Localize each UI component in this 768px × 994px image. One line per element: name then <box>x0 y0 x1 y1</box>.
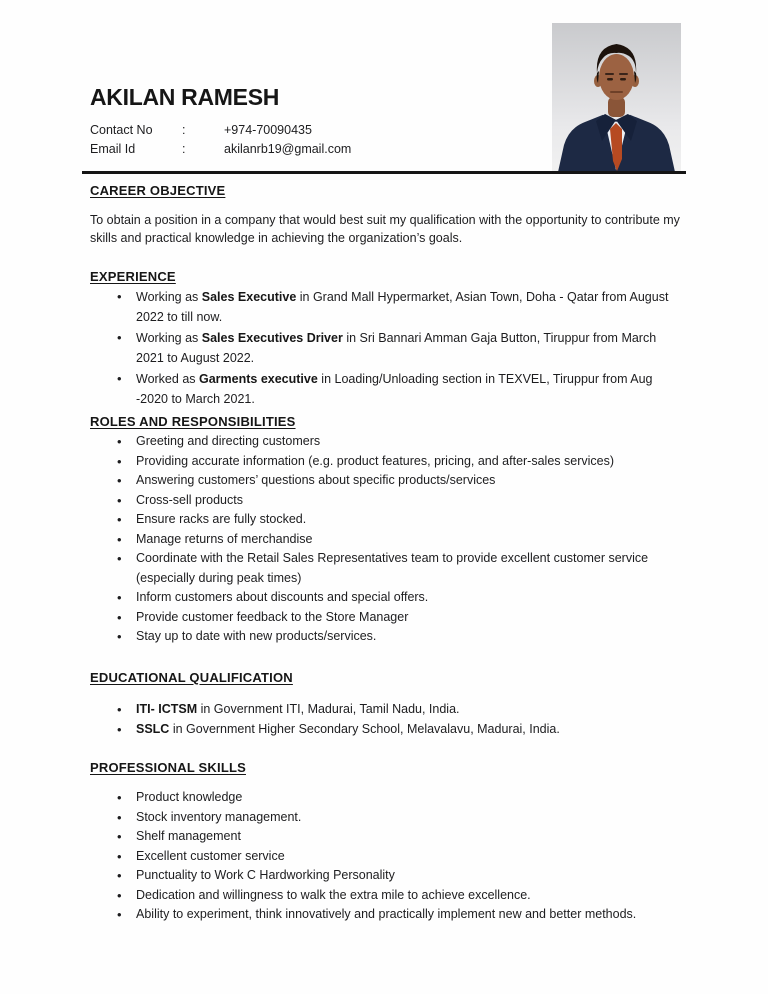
experience-item-pre: Working as <box>136 290 202 304</box>
contact-email-separator: : <box>182 142 186 156</box>
role-item: • Ensure racks are fully stocked. <box>117 510 682 530</box>
education-item <box>117 700 682 720</box>
skill-item: • Shelf management <box>117 827 682 847</box>
role-item: • Stay up to date with new products/services. <box>117 627 682 647</box>
role-item: • Inform customers about discounts and special offers. <box>117 588 682 608</box>
skill-item: • Product knowledge <box>117 788 682 808</box>
experience-item-pre: Worked as <box>136 372 199 386</box>
experience-item-role: Garments executive <box>199 372 318 386</box>
experience-item-detail: in Loading/Unloading section in TEXVEL, Tiruppur from Aug -2020 to March 2021. <box>136 372 653 406</box>
skill-item: • Excellent customer service <box>117 847 682 867</box>
education-item-degree: ITI- ICTSM <box>136 701 198 716</box>
candidate-name: AKILAN RAMESH <box>90 84 280 110</box>
education-item-degree: SSLC <box>136 721 170 736</box>
experience-item-detail: in Grand Mall Hypermarket, Asian Town, Doha - Qatar from August 2022 to till now. <box>136 290 669 324</box>
section-title-career-objective: CAREER OBJECTIVE <box>90 183 226 198</box>
role-item: • Greeting and directing customers <box>117 432 682 452</box>
experience-item-role: Sales Executive <box>201 290 297 304</box>
skill-item: • Ability to experiment, think innovatively and practically implement new and better methods. <box>117 905 682 925</box>
experience-item <box>117 287 682 327</box>
experience-item <box>117 369 682 409</box>
role-item: • Providing accurate information (e.g. product features, pricing, and after-sales services) <box>117 452 682 472</box>
header-divider <box>82 171 686 174</box>
role-item: • Provide customer feedback to the Store Manager <box>117 608 682 628</box>
contact-phone-value: +974-70090435 <box>224 123 312 137</box>
contact-block <box>90 121 692 159</box>
experience-list <box>90 287 692 409</box>
roles-list <box>90 432 692 647</box>
education-item <box>117 720 682 740</box>
experience-item-pre: Working as <box>136 331 202 345</box>
contact-row-phone <box>90 121 692 140</box>
contact-phone-label: Contact No <box>90 123 153 137</box>
experience-item-detail: in Sri Bannari Amman Gaja Button, Tiruppur from March 2021 to August 2022. <box>136 331 657 365</box>
experience-item <box>117 328 682 368</box>
section-title-education: EDUCATIONAL QUALIFICATION <box>90 669 293 685</box>
skill-item: • Dedication and willingness to walk the extra mile to achieve excellence. <box>117 886 682 906</box>
section-title-roles: ROLES AND RESPONSIBILITIES <box>90 414 296 429</box>
education-item-detail: in Government ITI, Madurai, Tamil Nadu, India. <box>197 701 460 716</box>
career-objective-text: To obtain a position in a company that would best suit my qualification with the opportunity to contribute my skills and practical knowledge in achieving the organization’s goals. <box>90 213 680 245</box>
role-item: • Manage returns of merchandise <box>117 530 682 550</box>
role-item: • Coordinate with the Retail Sales Representatives team to provide excellent customer service (especially during peak times) <box>117 549 682 588</box>
education-item-detail: in Government Higher Secondary School, Melavalavu, Madurai, India. <box>169 721 560 736</box>
experience-item-role: Sales Executives Driver <box>201 331 343 345</box>
contact-email-label: Email Id <box>90 142 136 156</box>
section-title-experience: EXPERIENCE <box>90 269 176 284</box>
contact-row-email <box>90 140 692 159</box>
role-item: • Cross-sell products <box>117 491 682 511</box>
section-title-skills: PROFESSIONAL SKILLS <box>90 760 246 775</box>
skills-list <box>90 788 692 925</box>
education-list <box>90 700 692 740</box>
resume-content <box>90 84 692 925</box>
contact-email-value: akilanrb19@gmail.com <box>224 142 352 156</box>
skill-item: • Punctuality to Work C Hardworking Personality <box>117 866 682 886</box>
skill-item: • Stock inventory management. <box>117 808 682 828</box>
role-item: • Answering customers’ questions about specific products/services <box>117 471 682 491</box>
contact-phone-separator: : <box>182 123 186 137</box>
